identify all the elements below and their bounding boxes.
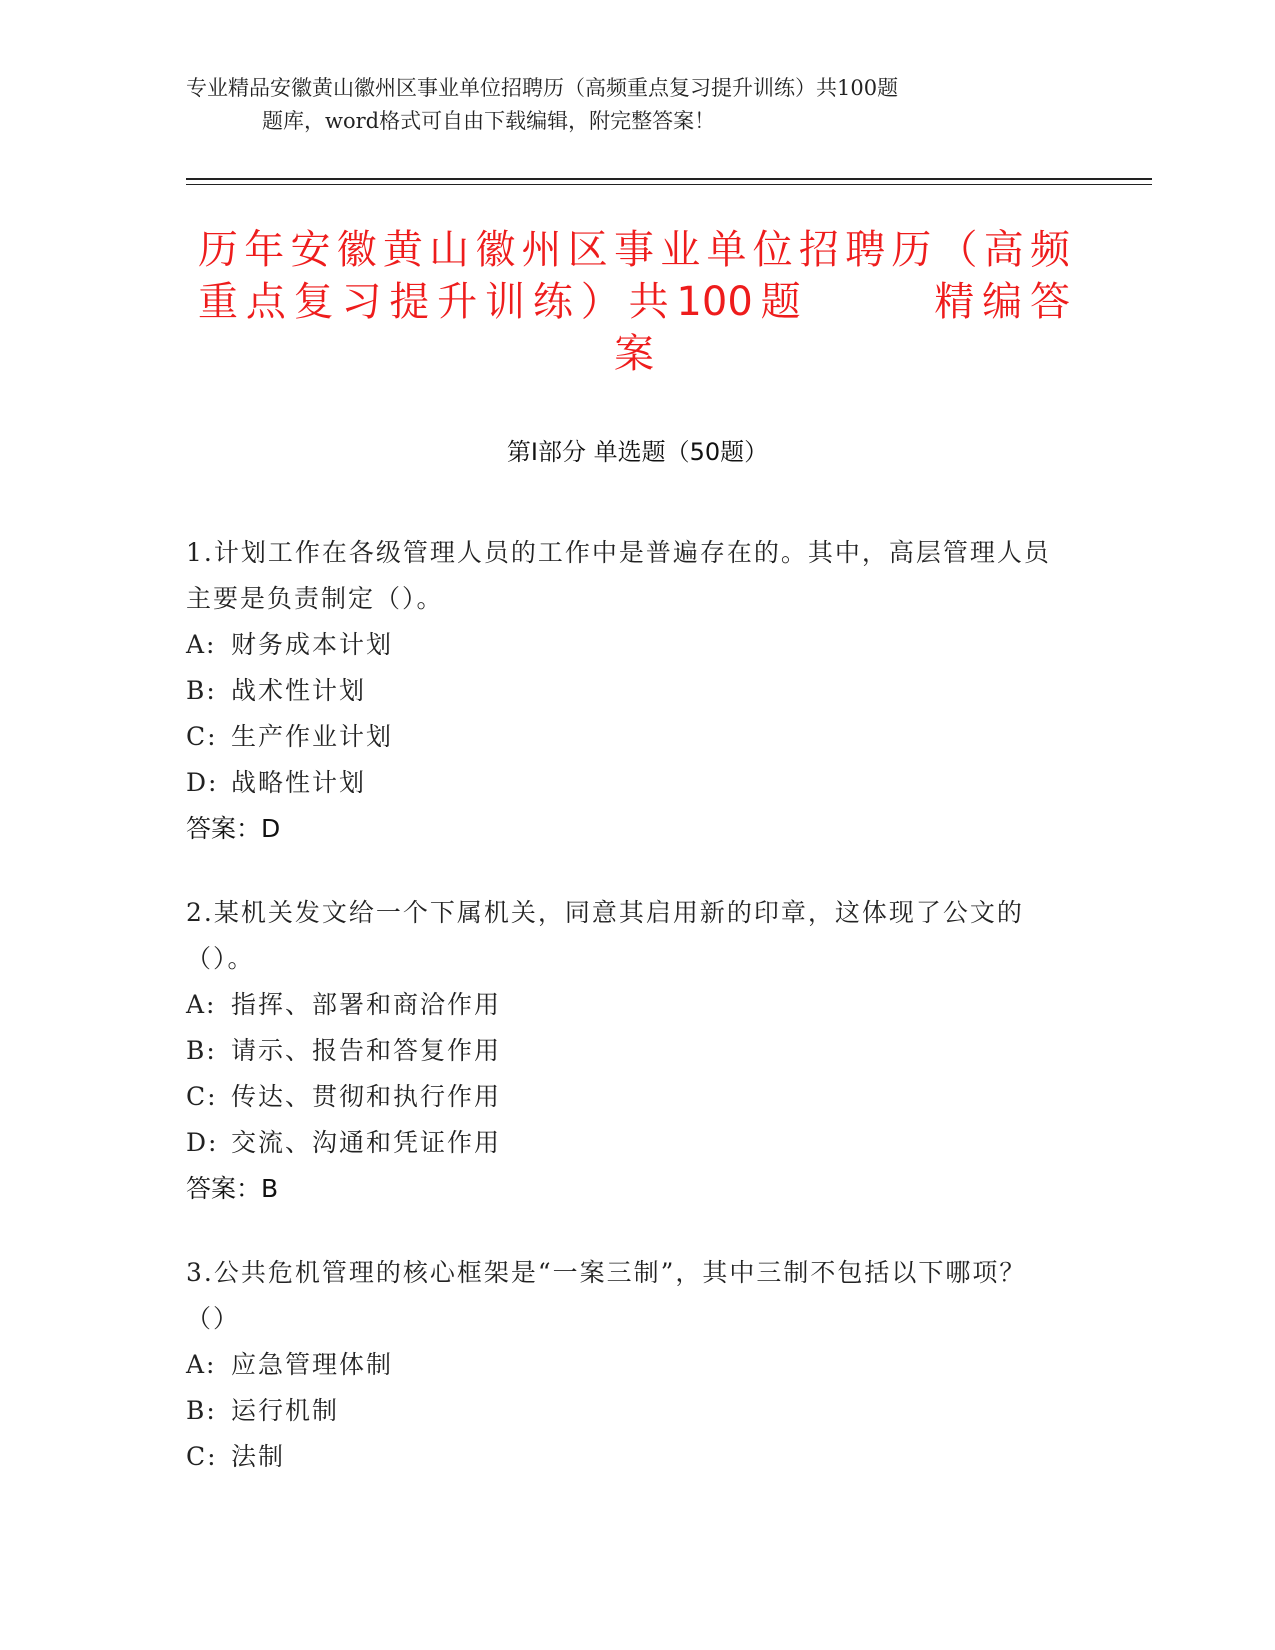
- option-b: B: 战术性计划: [186, 676, 367, 705]
- header-note-line-2: 题库，word格式可自由下载编辑，附完整答案！: [262, 109, 716, 133]
- document-title: [198, 224, 1070, 380]
- question-text: 1.计划工作在各级管理人员的工作中是普遍存在的。其中，高层管理人员主要是负责制定（）。: [186, 538, 1051, 613]
- option-a: A: 应急管理体制: [186, 1350, 394, 1379]
- option-b: B: 运行机制: [186, 1396, 340, 1425]
- question-2: [186, 890, 1056, 1212]
- answer: 答案：D: [186, 814, 281, 843]
- title-line-3: 案: [614, 331, 654, 377]
- option-d: D: 交流、沟通和凭证作用: [186, 1128, 502, 1157]
- answer: 答案：B: [186, 1174, 279, 1203]
- question-list: [186, 530, 1056, 1518]
- title-line-2-right: 精编答: [926, 279, 1070, 325]
- title-line-1: 历年安徽黄山徽州区事业单位招聘历（高频: [198, 227, 1070, 273]
- option-c: C: 生产作业计划: [186, 722, 394, 751]
- header-rule-thin: [186, 184, 1152, 185]
- option-b: B: 请示、报告和答复作用: [186, 1036, 502, 1065]
- question-text: 3.公共危机管理的核心框架是“一案三制”，其中三制不包括以下哪项？（）: [186, 1258, 1027, 1333]
- option-a: A: 指挥、部署和商洽作用: [186, 990, 502, 1019]
- header-note: [186, 72, 1046, 138]
- header-note-line-1: 专业精品安徽黄山徽州区事业单位招聘历（高频重点复习提升训练）共100题: [186, 76, 899, 100]
- title-line-2: [198, 276, 1070, 328]
- option-d: D: 战略性计划: [186, 768, 367, 797]
- section-title: 第Ⅰ部分 单选题（50题）: [506, 438, 769, 466]
- option-a: A: 财务成本计划: [186, 630, 394, 659]
- header-rule-thick: [186, 178, 1152, 180]
- option-c: C: 法制: [186, 1442, 286, 1471]
- question-text: 2.某机关发文给一个下属机关，同意其启用新的印章，这体现了公文的（）。: [186, 898, 1024, 973]
- title-line-2-left: 重点复习提升训练）共100题: [198, 279, 809, 325]
- question-3: [186, 1250, 1056, 1480]
- option-c: C: 传达、贯彻和执行作用: [186, 1082, 502, 1111]
- question-1: [186, 530, 1056, 852]
